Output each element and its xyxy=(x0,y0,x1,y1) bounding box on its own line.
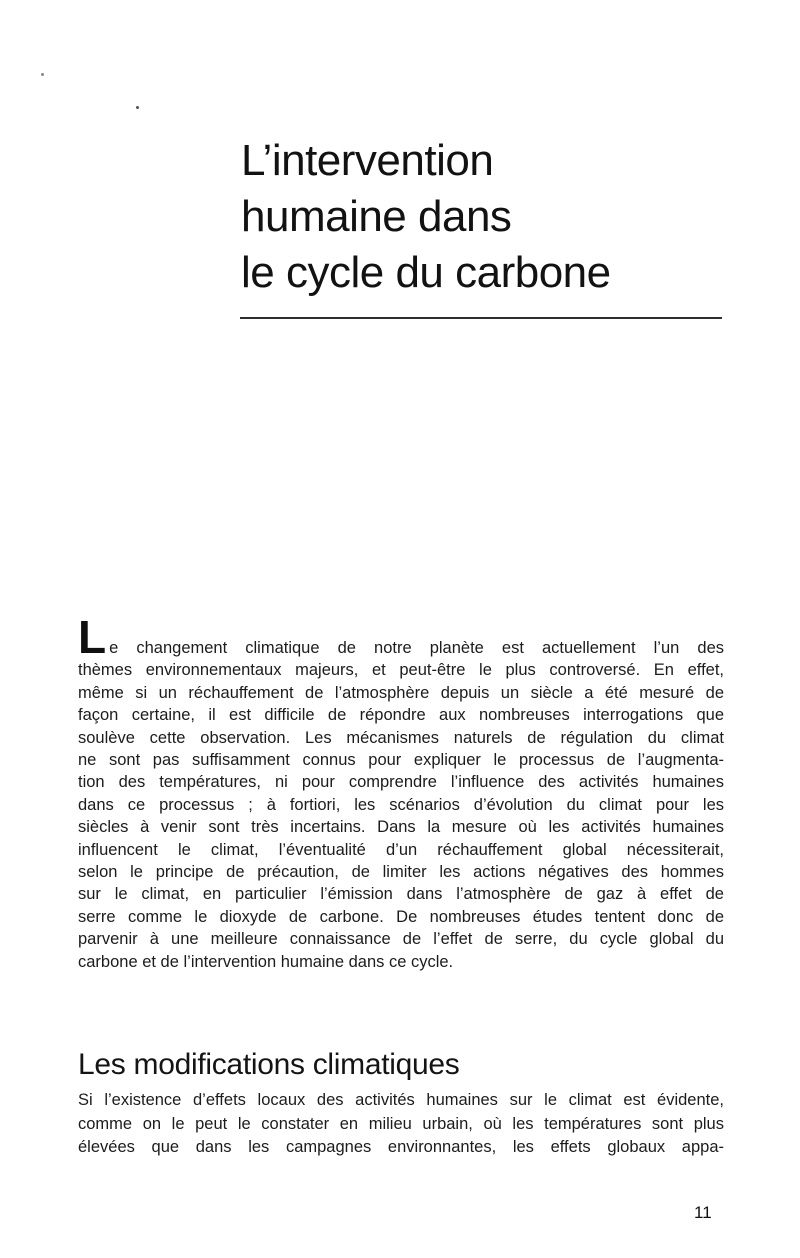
text-line: selon le principe de précaution, de limiter les actions négatives des hommes xyxy=(78,863,724,882)
section-paragraph xyxy=(78,1089,724,1160)
chapter-title-line: humaine dans xyxy=(241,192,512,241)
text-line: même si un réchauffement de l’atmosphère depuis un siècle a été mesuré de xyxy=(78,683,724,702)
text-line-content: e changement climatique de notre planète est actuellement l’un des xyxy=(109,639,724,657)
chapter-title-line: L’intervention xyxy=(241,136,494,185)
text-line: tion des températures, ni pour comprendre l’influence des activités humaines xyxy=(78,773,724,792)
scan-speck xyxy=(41,73,44,76)
text-line: élevées que dans les campagnes environnantes, les effets globaux appa- xyxy=(78,1138,724,1156)
text-line: siècles à venir sont très incertains. Dans la mesure où les activités humaines xyxy=(78,818,724,837)
chapter-title xyxy=(241,133,741,301)
title-rule xyxy=(240,317,722,319)
text-line: parvenir à une meilleure connaissance de l’effet de serre, du cycle global du xyxy=(78,930,724,949)
text-line: façon certaine, il est difficile de répondre aux nombreuses interrogations que xyxy=(78,706,724,725)
text-line: Si l’existence d’effets locaux des activités humaines sur le climat est évidente, xyxy=(78,1091,724,1109)
text-line: soulève cette observation. Les mécanismes naturels de régulation du climat xyxy=(78,728,724,747)
text-line: influencent le climat, l’éventualité d’un réchauffement global nécessiterait, xyxy=(78,840,724,859)
text-line: comme on le peut le constater en milieu urbain, où les températures sont plus xyxy=(78,1114,724,1133)
chapter-title-line: le cycle du carbone xyxy=(241,248,611,297)
text-line: sur le climat, en particulier l’émission dans l’atmosphère de gaz à effet de xyxy=(78,885,724,904)
text-line: serre comme le dioxyde de carbone. De nombreuses études tentent donc de xyxy=(78,907,724,926)
page-number: 11 xyxy=(694,1203,712,1222)
text-line: carbone et de l’intervention humaine dans ce cycle. xyxy=(78,952,454,971)
scan-speck xyxy=(136,106,139,109)
text-line xyxy=(78,611,724,663)
text-line: dans ce processus ; à fortiori, les scénarios d’évolution du climat pour les xyxy=(78,795,724,814)
raised-initial-cap: L xyxy=(78,611,107,663)
text-line: ne sont pas suffisamment connus pour expliquer le processus de l’augmenta- xyxy=(78,751,724,770)
text-line: thèmes environnementaux majeurs, et peut-être le plus controversé. En effet, xyxy=(78,661,724,680)
intro-paragraph xyxy=(78,611,724,973)
section-heading: Les modifications climatiques xyxy=(78,1048,460,1081)
